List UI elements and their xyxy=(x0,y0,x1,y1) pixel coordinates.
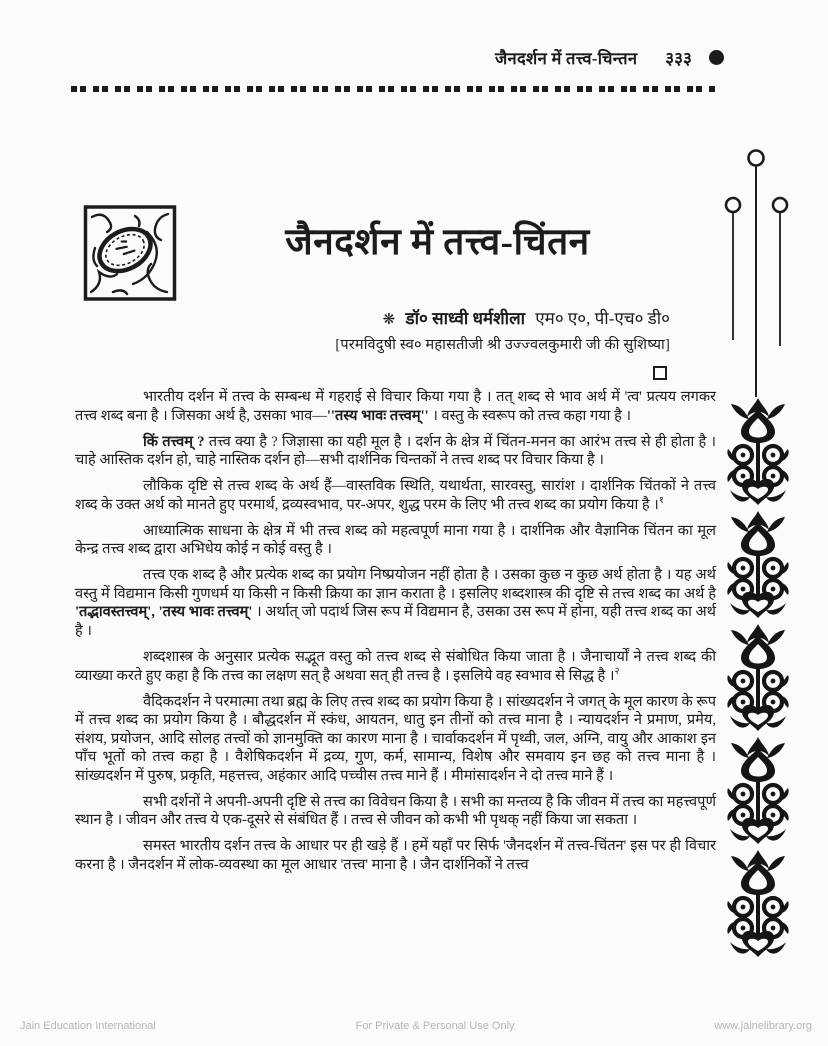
damask-motif-icon xyxy=(722,849,794,962)
author-name: डॉ० साध्वी धर्मशीला xyxy=(405,309,525,328)
paragraph: किं तत्त्वम् ? तत्त्व क्या है ? जिज्ञासा का यही मूल है । दर्शन के क्षेत्र में चिंतन-मनन का आरंभ तत्त्व से ही होता है । चाहे आस्तिक दर्शन हो, चाहे नास्तिक दर्शन हो—सभी दार्शनिक चिन्तकों ने तत्त्व शब्द पर विचार किया है । xyxy=(75,433,717,469)
paragraph: लौकिक दृष्टि से तत्त्व शब्द के अर्थ हैं—वास्तविक स्थिति, यथार्थता, सारवस्तु, सारांश । दार्शनिक चिंतकों ने तत्त्व शब्द के उक्त अर्थ को मानते हुए परमार्थ, द्रव्यस्वभाव, पर-अपर, शुद्ध परम के लिए भी तत्त्व शब्द का प्रयोग किया है ।$^१$ xyxy=(75,478,716,513)
page-footer xyxy=(0,1020,828,1032)
footer-center: For Private & Personal Use Only xyxy=(355,1020,515,1032)
pillar-pins-ornament-icon xyxy=(722,148,794,397)
author-note: [परमविदुषी स्व० महासतीजी श्री उज्ज्वलकुमारी जी की सुशिष्या] xyxy=(335,337,670,353)
running-title: जैनदर्शन में तत्त्व-चिन्तन xyxy=(495,49,638,68)
paragraph: वैदिकदर्शन ने परमात्मा तथा ब्रह्म के लिए तत्त्व शब्द का प्रयोग किया है । सांख्यदर्शन ने जगत् के मूल कारण के रूप में तत्त्व शब्द का प्रयोग किया है । बौद्धदर्शन में स्कंध, आयतन, धातु इन तीनों को तत्त्व माना है । न्यायदर्शन ने प्रमाण, प्रमेय, संशय, प्रयोजन, आदि सोलह तत्त्वों को ज्ञानमुक्ति का कारण माना है । चार्वाकदर्शन में पृथ्वी, जल, अग्नि, वायु और आकाश इन पाँच भूतों को तत्त्व कहा है । वैशेषिकदर्शन में द्रव्य, गुण, कर्म, सामान्य, विशेष और समवाय इन छह को तत्त्व माना है । सांख्यदर्शन में पुरुष, प्रकृति, महत्तत्त्व, अहंकार आदि पच्चीस तत्त्व माने हैं । मीमांसादर्शन ने दो तत्त्व माने हैं । xyxy=(75,693,716,784)
damask-motif-icon xyxy=(722,510,794,623)
woodcut-ornament-icon xyxy=(83,204,177,302)
paragraph: सभी दर्शनों ने अपनी-अपनी दृष्टि से तत्त्व का विवेचन किया है । सभी का मन्तव्य है कि जीवन में तत्त्व का महत्त्वपूर्ण स्थान है । जीवन और तत्त्व ये एक-दूसरे से संबंधित हैं । तत्त्व से जीवन को कभी भी पृथक् नहीं किया जा सकता । xyxy=(75,793,716,829)
article-paragraphs xyxy=(75,388,716,882)
paragraph: शब्दशास्त्र के अनुसार प्रत्येक सद्भूत वस्तु को तत्त्व शब्द से संबोधित किया जाता है । जैनाचार्यों ने तत्त्व शब्द की व्याख्या करते हुए कहा है कि तत्त्व का लक्षण सत् है अथवा सत् ही तत्त्व है । इसलिये वह स्वभाव से सिद्ध है ।$^२$ xyxy=(75,649,716,684)
running-header xyxy=(495,46,724,69)
footnote-marker: २ xyxy=(614,666,620,677)
page-number: ३३३ xyxy=(665,49,692,68)
footer-right: www.jainelibrary.org xyxy=(714,1020,812,1032)
article-title: जैनदर्शन में तत्त्व-चिंतन xyxy=(285,222,590,263)
pillar-damask-ornament xyxy=(722,397,794,962)
corner-dot-icon xyxy=(709,50,724,65)
damask-motif-icon xyxy=(722,397,794,510)
damask-motif-icon xyxy=(722,736,794,849)
damask-motif-icon xyxy=(722,623,794,736)
footer-left: Jain Education International xyxy=(20,1020,156,1032)
paragraph: तत्त्व एक शब्द है और प्रत्येक शब्द का प्रयोग निष्प्रयोजन नहीं होता है । उसका कुछ न कुछ अर्थ होता है । यह अर्थ वस्तु में विद्यमान किसी गुणधर्म या किसी न किसी क्रिया का ज्ञान कराता है । इसलिए शब्दशास्त्र की दृष्टि से तत्त्व शब्द का अर्थ है 'तद्भावस्तत्त्वम्', 'तस्य भावः तत्त्वम्' । अर्थात् जो पदार्थ जिस रूप में विद्यमान है, उसका उस रूप में होना, यही तत्त्व शब्द का अर्थ है । xyxy=(75,567,716,640)
dotted-rule-ornament xyxy=(71,86,717,92)
paragraph: आध्यात्मिक साधना के क्षेत्र में भी तत्त्व शब्द को महत्वपूर्ण माना गया है । दार्शनिक और वैज्ञानिक चिंतन का मूल केन्द्र तत्त्व शब्द द्वारा अभिधेय कोई न कोई वस्तु है । xyxy=(75,522,716,558)
flower-marker-icon: ❋ xyxy=(382,312,396,328)
author-degrees: एम० ए०, पी-एच० डी० xyxy=(535,309,670,328)
paragraph: भारतीय दर्शन में तत्त्व के सम्बन्ध में गहराई से विचार किया गया है । तत् शब्द से भाव अर्थ में 'त्व' प्रत्यय लगकर तत्त्व शब्द बना है । जिसका अर्थ है, उसका भाव—''तस्य भावः तत्त्वम्'' । वस्तु के स्वरूप को तत्त्व कहा गया है । xyxy=(75,389,716,424)
byline xyxy=(238,306,670,329)
paragraph: समस्त भारतीय दर्शन तत्त्व के आधार पर ही खड़े हैं । हमें यहाँ पर सिर्फ 'जैनदर्शन में तत्त्व-चिंतन' इस पर ही विचार करना है । जैनदर्शन में लोक-व्यवस्था का मूल आधार 'तत्त्व' माना है । जैन दार्शनिकों ने तत्त्व xyxy=(75,838,716,874)
footnote-marker: १ xyxy=(658,495,664,506)
hollow-square-marker-icon xyxy=(653,366,667,380)
